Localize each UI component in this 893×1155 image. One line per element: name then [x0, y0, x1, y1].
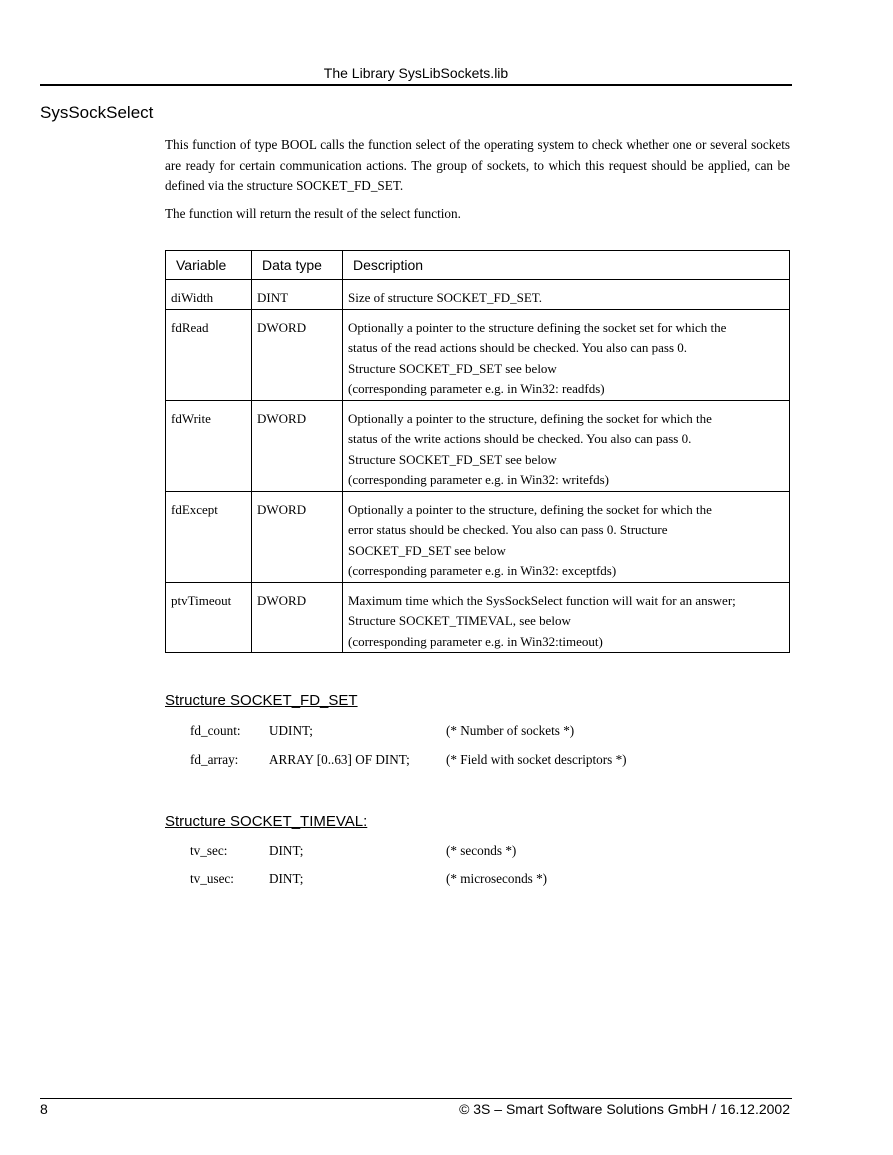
description-line: status of the read actions should be checked. You also can pass 0.: [348, 340, 688, 355]
description-line: (corresponding parameter e.g. in Win32: exceptfds): [348, 563, 617, 578]
cell-description: [343, 309, 790, 400]
field-name: fd_count:: [190, 723, 241, 738]
description-line: Size of structure SOCKET_FD_SET.: [348, 290, 543, 305]
table-row: [166, 400, 790, 491]
cell-variable: fdExcept: [166, 491, 252, 582]
footer-copyright: © 3S – Smart Software Solutions GmbH / 16.12.2002: [459, 1101, 790, 1117]
page-number: 8: [40, 1101, 48, 1117]
page-header-title: The Library SysLibSockets.lib: [323, 65, 509, 81]
field-name: tv_sec:: [190, 843, 228, 858]
cell-description: [343, 280, 790, 310]
cell-type: DINT: [252, 280, 343, 310]
description-line: SOCKET_FD_SET see below: [348, 542, 506, 558]
cell-description: [343, 582, 790, 653]
table-row: [166, 309, 790, 400]
cell-variable: ptvTimeout: [166, 582, 252, 653]
parameter-table: [165, 250, 790, 653]
footer-rule: [40, 1098, 792, 1099]
structure-fd-set-heading: Structure SOCKET_FD_SET: [165, 692, 358, 709]
cell-description: [343, 400, 790, 491]
header-rule: [40, 84, 792, 86]
cell-type: DWORD: [252, 491, 343, 582]
description-line: (corresponding parameter e.g. in Win32: readfds): [348, 381, 605, 396]
field-comment: (* Number of sockets *): [446, 723, 575, 738]
table-header-row: [166, 251, 790, 280]
field-type: DINT;: [269, 843, 304, 858]
return-paragraph: The function will return the result of the select function.: [165, 206, 461, 221]
section-heading: SysSockSelect: [40, 103, 154, 122]
description-line: Structure SOCKET_TIMEVAL, see below: [348, 613, 571, 628]
field-type: DINT;: [269, 871, 304, 886]
cell-variable: fdRead: [166, 309, 252, 400]
table-row: [166, 582, 790, 653]
cell-variable: diWidth: [166, 280, 252, 310]
field-comment: (* microseconds *): [446, 871, 548, 886]
field-name: fd_array:: [190, 752, 239, 767]
column-header-variable: Variable: [166, 251, 252, 280]
table-row: [166, 280, 790, 310]
column-header-description: Description: [343, 251, 790, 280]
description-line: (corresponding parameter e.g. in Win32:timeout): [348, 633, 603, 649]
cell-type: DWORD: [252, 582, 343, 653]
cell-variable: fdWrite: [166, 400, 252, 491]
column-header-data-type: Data type: [252, 251, 343, 280]
description-line: Optionally a pointer to the structure, defining the socket for which the: [348, 410, 712, 426]
structure-timeval-heading: Structure SOCKET_TIMEVAL:: [165, 813, 368, 830]
cell-description: [343, 491, 790, 582]
description-line: status of the write actions should be checked. You also can pass 0.: [348, 431, 692, 446]
description-line: Structure SOCKET_FD_SET see below: [348, 360, 557, 376]
description-line: Optionally a pointer to the structure, defining the socket for which the: [348, 501, 712, 517]
field-comment: (* seconds *): [446, 843, 517, 858]
field-type: UDINT;: [269, 723, 313, 738]
table-row: [166, 491, 790, 582]
cell-type: DWORD: [252, 309, 343, 400]
field-name: tv_usec:: [190, 871, 234, 886]
cell-type: DWORD: [252, 400, 343, 491]
description-line: Maximum time which the SysSockSelect function will wait for an answer;: [348, 592, 736, 608]
field-type: ARRAY [0..63] OF DINT;: [269, 752, 410, 767]
description-line: Optionally a pointer to the structure defining the socket set for which the: [348, 319, 727, 335]
description-line: error status should be checked. You also can pass 0. Structure: [348, 522, 668, 537]
description-line: Structure SOCKET_FD_SET see below: [348, 451, 557, 467]
field-comment: (* Field with socket descriptors *): [446, 752, 627, 767]
description-line: (corresponding parameter e.g. in Win32: writefds): [348, 472, 609, 487]
intro-paragraph: This function of type BOOL calls the function select of the operating system to check whether one or several sockets are ready for certain communication actions. The group of sockets, to which this request should be applied, can be defined via the structure SOCKET_FD_SET.: [165, 137, 790, 193]
